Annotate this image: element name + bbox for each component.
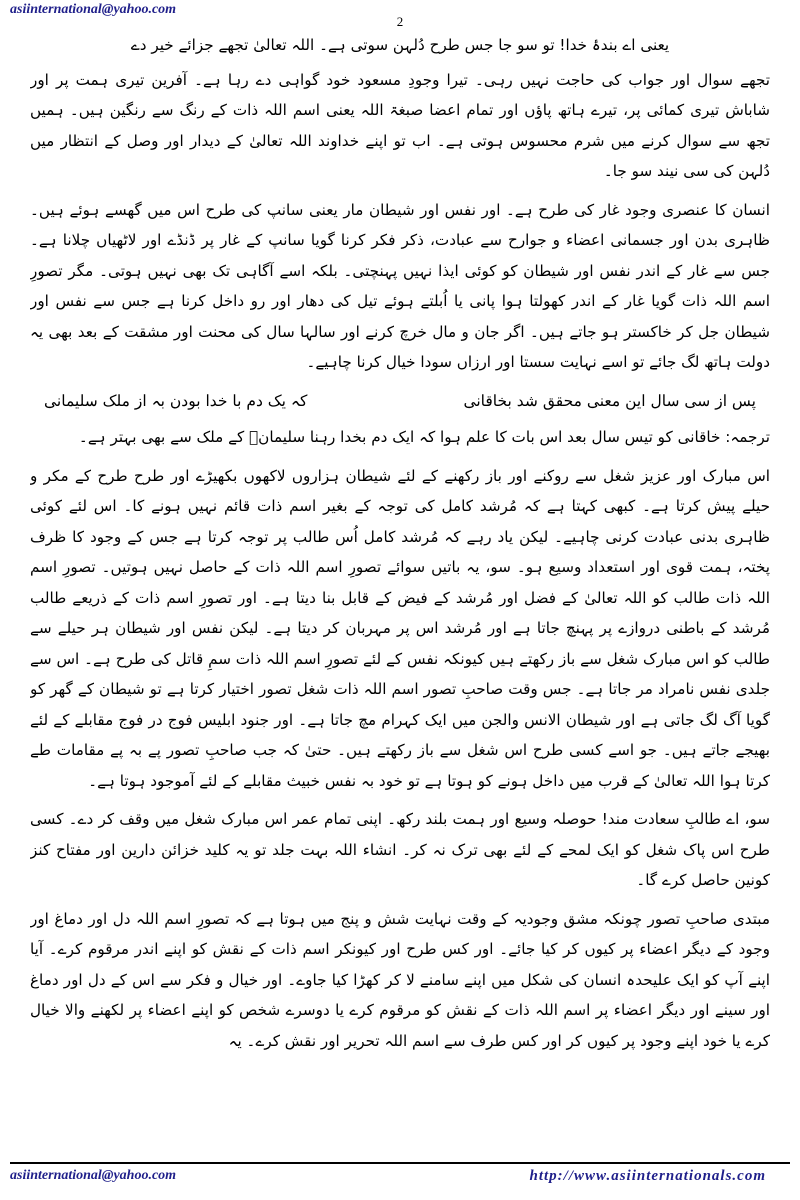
opening-verse-translation: یعنی اے بندۂ خدا! تو سو جا جس طرح دُلہن سوتی ہے۔ اللہ تعالیٰ تجھے جزائے خیر دے [130, 36, 670, 54]
paragraph: تجھے سوال اور جواب کی حاجت نہیں رہی۔ تیرا وجودِ مسعود خود گواہی دے رہا ہے۔ آفرین تیری ہمت پر اور شاباش تیری کمائی پر، تیرے ہاتھ پاؤں اور تمام اعضا صبغۃ اللہ یعنی اسم اللہ ذات کے رنگ سے رنگین ہیں۔ ہمیں تجھ سے سوال کرنے میں شرم محسوس ہوتی ہے۔ اب تو اپنے خداوند اللہ تعالیٰ کے دیدار اور وصل کے انتظار میں دُلہن کی سی نیند سو جا۔ [30, 70, 770, 180]
persian-verse [30, 386, 770, 417]
page-body [30, 30, 770, 1150]
footer-email[interactable]: asiinternational@yahoo.com [10, 1168, 177, 1183]
footer-divider [10, 1162, 790, 1164]
paragraph: اس مبارک اور عزیز شغل سے روکنے اور باز رکھنے کے لئے شیطان ہزاروں لاکھوں بکھیڑے اور طرح طرح کے مکر و حیلے پیش کرتا ہے۔ کبھی کہتا ہے کہ مُرشد کامل کی توجہ کے بغیر اسم ذات قائم نہیں ہونے کا۔ اس لئے کوئی ظاہری بدنی عبادت کرنی چاہیے۔ لیکن یاد رہے کہ مُرشد کامل اُس طالب پر توجہ کرتا ہے جس کے وجود کا ظرف پختہ، ہمت قوی اور استعداد وسیع ہو۔ سو، یہ باتیں سوائے تصورِ اسم اللہ ذات کے حاصل نہیں ہوتیں۔ تصورِ اسم اللہ ذات طالب کو اللہ تعالیٰ کے فضل اور مُرشد کے فیض کے قابل بنا دیتا ہے۔ اور تصورِ اسم ذات کے ذریعے طالب مُرشد کے باطنی دروازے پر پہنچ جاتا ہے اور مُرشد اس پر مہربان کر دیتا ہے۔ لیکن نفس اور شیطان ہر حیلے سے طالب کو اس مبارک شغل سے باز رکھتے ہیں کیونکہ نفس کے لئے تصورِ اسم اللہ ذات سمِ قاتل کی طرح ہے۔ اس سے جلدی نفس نامراد مر جاتا ہے۔ جس وقت صاحبِ تصور اسم اللہ ذات شغل تصور اختیار کرتا ہے تو شیطان کے گھر کو گویا آگ لگ جاتی ہے اور شیطان الانس والجن میں ایک کہرام مچ جاتا ہے۔ اور جنود ابلیس فوج در فوج مقابلے کے لئے بھیجے جاتے ہیں۔ جو اسے کسی طرح اس شغل سے باز رکھتے ہیں۔ حتیٰ کہ جب صاحبِ تصور پے بہ پے مقامات طے کرتا ہوا اللہ تعالیٰ کے قرب میں داخل ہونے کو ہوتا ہے تو خود بہ نفس خبیث مقابلے کے لئے آموجود ہوتا ہے۔ [30, 466, 770, 790]
verse-first-half: پس از سی سال این معنی محقق شد بخاقانی [463, 391, 756, 410]
footer-website-link[interactable]: http://www.asiinternationals.com [529, 1168, 766, 1184]
verse-second-half: کہ یک دم با خدا بودن بہ از ملک سلیمانی [44, 391, 308, 410]
verse-translation: ترجمہ: خاقانی کو تیس سال بعد اس بات کا علم ہوا کہ ایک دم بخدا رہنا سلیمانؑ کے ملک سے بھی بہتر ہے۔ [78, 428, 770, 446]
paragraph: مبتدی صاحبِ تصور چونکہ مشق وجودیہ کے وقت نہایت شش و پنج میں ہوتا ہے کہ تصورِ اسم اللہ دل اور دماغ اور وجود کے دیگر اعضاء پر کیوں کر کیا جائے۔ اور کس طرح اور کیونکر اسم ذات کے نقش کو اپنے اندر مرقوم کرے۔ آیا اپنے آپ کو ایک علیحدہ انسان کی شکل میں اپنے سامنے لا کر کھڑا کیا جاوے۔ اور خیال و فکر سے اس کے دل اور دماغ اور سینے اور دیگر اعضاء پر اسم اللہ ذات کے نقش کو مرقوم کرے یا دوسرے شخص کو اپنے اعضاء پر لکھنے والا خیال کرے یا خود اپنے وجود پر کیوں کر اور کس طرف سے اسم اللہ تحریر اور نقش کرے۔ یہ [30, 909, 770, 1050]
paragraph: سو، اے طالبِ سعادت مند! حوصلہ وسیع اور ہمت بلند رکھ۔ اپنی تمام عمر اس مبارک شغل میں وقف کر دے۔ کسی طرح اس پاک شغل کو ایک لمحے کے لئے بھی ترک نہ کر۔ انشاء اللہ بہت جلد تو یہ کلید خزائن دارین اور مفتاح کنز کونین حاصل کرے گا۔ [30, 810, 770, 889]
header-email[interactable]: asiinternational@yahoo.com [10, 2, 177, 17]
page-number: 2 [396, 14, 404, 29]
paragraph: انسان کا عنصری وجود غار کی طرح ہے۔ اور نفس اور شیطان مار یعنی سانپ کی طرح اس میں گھسے ہوئے ہیں۔ ظاہری بدن اور جسمانی اعضاء و جوارح سے عبادت، ذکر فکر کرنا گویا سانپ کے غار پر ڈنڈے اور لاٹھیاں چلانا ہے۔ جس سے غار کے اندر نفس اور شیطان کو کوئی ایذا نہیں پہنچتی۔ بلکہ اسے آگاہی تک بھی نہیں ہوتی۔ مگر تصورِ اسم اللہ ذات گویا غار کے اندر کھولتا ہوا پانی یا اُبلتے ہوئے تیل کی دھار اور رو داخل کرنا ہے جس سے نفس اور شیطان جل کر خاکستر ہو جاتے ہیں۔ اگر جان و مال خرچ کرنے اور سالہا سال کی محنت اور مشقت کے بعد بھی یہ دولت ہاتھ لگ جائے تو اسے نہایت سستا اور ارزاں سودا خیال کرنا چاہیے۔ [30, 200, 770, 371]
